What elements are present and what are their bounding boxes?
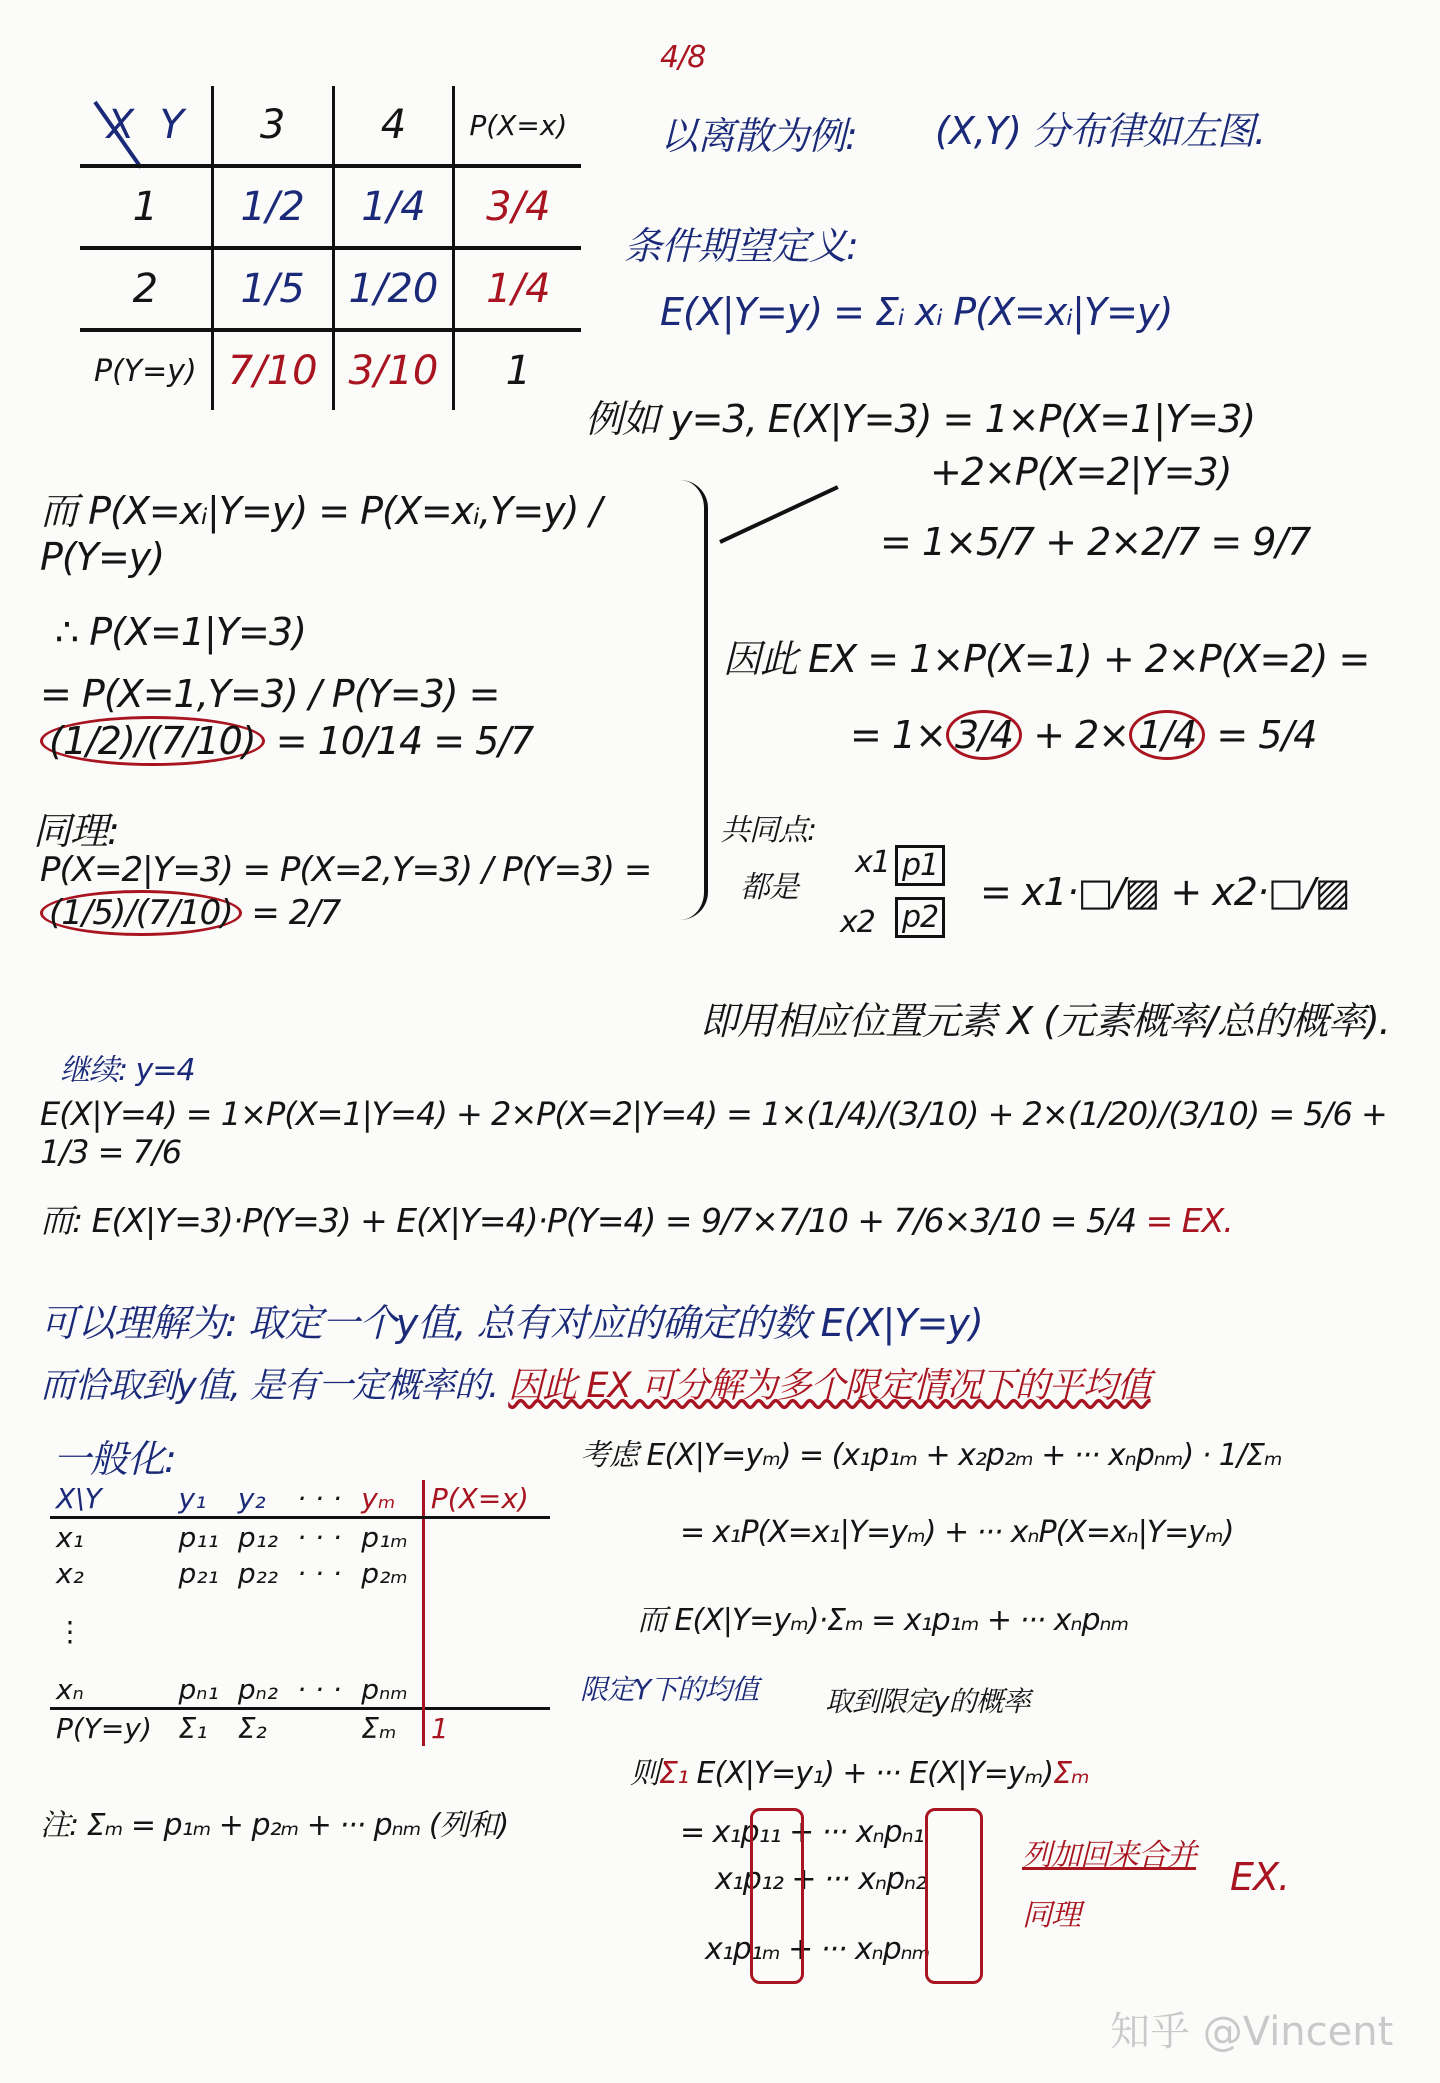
- total-equals-ex: = EX.: [1145, 1201, 1233, 1240]
- brace-divider: [680, 480, 708, 920]
- table-header-row: [80, 86, 581, 166]
- then-sigma1: Σ₁: [659, 1756, 688, 1791]
- table-row: [80, 330, 581, 410]
- calc1-c: = 10/14 = 5/7: [275, 719, 534, 763]
- ex2-b: 3/4: [946, 710, 1022, 760]
- ex2-d: 1/4: [1129, 710, 1205, 760]
- generalization-label: 一般化:: [53, 1437, 176, 1481]
- cell: 1/20: [333, 248, 454, 330]
- cell: Σ₂: [232, 1709, 291, 1747]
- watermark: 知乎 @Vincent: [1110, 2009, 1394, 2055]
- row-label: P(Y=y): [80, 330, 212, 410]
- ex2-a: = 1×: [850, 713, 946, 757]
- example-line-2: +2×P(X=2|Y=3): [930, 450, 1232, 494]
- cell: x₁: [56, 1520, 84, 1554]
- table-row: [50, 1518, 550, 1556]
- cell: 1: [423, 1709, 550, 1747]
- corner-y: Y: [159, 102, 184, 148]
- y4-calculation: E(X|Y=4) = 1×P(X=1|Y=4) + 2×P(X=2|Y=4) = 1×(1/4)/(3/10) + 2×(1/20)/(3/10) = 5/6 + 1/3 = 7/6: [40, 1095, 1387, 1171]
- cell: 3/10: [333, 330, 454, 410]
- common-body: 都是: [740, 870, 798, 905]
- sum-row: x₁p₁₂ + ··· xₙpₙ₂: [715, 1862, 926, 1897]
- header-cell: 3: [212, 86, 333, 166]
- table-row: [50, 1709, 550, 1747]
- table-header-row: [50, 1480, 550, 1518]
- row-label: 1: [80, 166, 212, 248]
- cell: p₁₁: [178, 1520, 219, 1554]
- header-cell: yₘ: [355, 1480, 423, 1518]
- cell: ⋮: [56, 1614, 84, 1648]
- joint-distribution-table: [80, 86, 581, 410]
- cell: Σ₁: [173, 1709, 232, 1747]
- similarly-label: 同理:: [33, 809, 119, 853]
- table-row: [50, 1555, 550, 1591]
- calc1-b: (1/2)/(7/10): [40, 716, 265, 766]
- cell: x₂: [56, 1556, 84, 1590]
- conditional-probability-formula: 而 P(X=xᵢ|Y=y) = P(X=xᵢ,Y=y) / P(Y=y): [40, 489, 602, 579]
- column-highlight-box: [750, 1808, 804, 1984]
- cell: pₙₘ: [361, 1672, 408, 1706]
- cell: p₁ₘ: [361, 1520, 408, 1554]
- arrow-line: [719, 485, 839, 544]
- table-row: [50, 1591, 550, 1671]
- cell: · · ·: [297, 1520, 342, 1554]
- cell: p₂ₘ: [361, 1556, 408, 1590]
- cell: Σₘ: [355, 1709, 423, 1747]
- ex-final: EX.: [1230, 1855, 1290, 1899]
- column-sum-note: 注: Σₘ = p₁ₘ + p₂ₘ + ··· pₙₘ (列和): [40, 1808, 509, 1843]
- header-cell: y₂: [232, 1480, 291, 1518]
- consider-b: · 1/Σₘ: [1201, 1438, 1282, 1473]
- calc1-a: = P(X=1,Y=3) / P(Y=3) =: [40, 672, 500, 716]
- header-cell: 4: [333, 86, 454, 166]
- cell: [423, 1671, 550, 1709]
- then-a: 则: [630, 1756, 659, 1791]
- header-cell: P(X=x): [423, 1480, 550, 1518]
- then-b: E(X|Y=y₁) + ··· E(X|Y=yₘ): [696, 1756, 1054, 1791]
- cell: xₙ: [56, 1672, 84, 1706]
- therefore-line: ∴ P(X=1|Y=3): [55, 610, 306, 654]
- and-line: 而 E(X|Y=yₘ)·Σₘ = x₁p₁ₘ + ··· xₙpₙₘ: [637, 1603, 1129, 1638]
- common-p1: p1: [895, 845, 945, 886]
- header-cell: P(X=x): [454, 86, 581, 166]
- top-note: 4/8: [660, 40, 706, 75]
- example-line-3: = 1×5/7 + 2×2/7 = 9/7: [880, 520, 1311, 564]
- consider-a: 考虑 E(X|Y=yₘ) = (x₁p₁ₘ + x₂p₂ₘ + ··· xₙpₙₘ): [580, 1438, 1194, 1473]
- prob-a: 而恰取到y值, 是有一定概率的.: [40, 1366, 499, 1406]
- understanding-line: 可以理解为: 取定一个y值, 总有对应的确定的数 E(X|Y=y): [40, 1301, 983, 1345]
- cell: p₂₁: [178, 1556, 219, 1590]
- cell: P(Y=y): [50, 1709, 173, 1747]
- ex2-c: + 2×: [1033, 713, 1130, 757]
- table-row: [80, 166, 581, 248]
- ex-line-1: 因此 EX = 1×P(X=1) + 2×P(X=2) =: [723, 637, 1370, 681]
- common-note: 即用相应位置元素 X (元素概率/总的概率).: [700, 999, 1390, 1043]
- label-probability: 取到限定y的概率: [825, 1685, 1030, 1718]
- cell: [423, 1555, 550, 1591]
- cell: p₁₂: [237, 1520, 279, 1554]
- consider-line: [580, 1430, 1420, 1474]
- consider-line-2: = x₁P(X=x₁|Y=yₘ) + ··· xₙP(X=xₙ|Y=yₘ): [680, 1515, 1234, 1550]
- calc1-lhs: [40, 672, 660, 766]
- common-x1: x1: [855, 845, 890, 880]
- cell: pₙ₂: [237, 1672, 278, 1706]
- header-cell: y₁: [173, 1480, 232, 1518]
- column-highlight-box: [925, 1808, 983, 1984]
- common-title: 共同点:: [720, 813, 817, 848]
- calc2-c: = 2/7: [251, 893, 341, 933]
- row-label: 2: [80, 248, 212, 330]
- table-row: [50, 1671, 550, 1709]
- then-line: [630, 1748, 1089, 1792]
- ex-line-2: [850, 710, 1316, 760]
- calc2-b: (1/5)/(7/10): [40, 890, 242, 936]
- header-cell: · · ·: [291, 1480, 355, 1518]
- prob-b: 因此 EX 可分解为多个限定情况下的平均值: [508, 1366, 1151, 1406]
- then-sigma-m: Σₘ: [1053, 1756, 1089, 1791]
- cell: · · ·: [297, 1556, 342, 1590]
- total-calc: 而: E(X|Y=3)·P(Y=3) + E(X|Y=4)·P(Y=4) = 9/7×7/10 + 7/6×3/10 = 5/4: [40, 1201, 1137, 1240]
- ex2-e: = 5/4: [1216, 713, 1317, 757]
- continue-label: 继续: y=4: [60, 1053, 195, 1088]
- intro-right-text: (X,Y) 分布律如左图.: [935, 109, 1266, 153]
- cell: [423, 1518, 550, 1556]
- label-conditional-mean: 限定Y下的均值: [580, 1673, 759, 1706]
- example-line-1: 例如 y=3, E(X|Y=3) = 1×P(X=1|Y=3): [585, 397, 1256, 441]
- sum-row: x₁p₁ₘ + ··· xₙpₙₘ: [705, 1932, 930, 1967]
- cell: 1/4: [454, 248, 581, 330]
- table-row: [80, 248, 581, 330]
- definition-formula: E(X|Y=y) = Σᵢ xᵢ P(X=xᵢ|Y=y): [660, 290, 1173, 334]
- same-note: 同理: [1022, 1898, 1080, 1933]
- cell: pₙ₁: [178, 1672, 219, 1706]
- calc2-a: P(X=2|Y=3) = P(X=2,Y=3) / P(Y=3) =: [40, 850, 652, 890]
- cell: 1: [454, 330, 581, 410]
- definition-title: 条件期望定义:: [624, 224, 858, 268]
- cell: 3/4: [454, 166, 581, 248]
- cell: 1/4: [333, 166, 454, 248]
- cell: 7/10: [212, 330, 333, 410]
- common-equation: = x1·□/▨ + x2·□/▨: [980, 870, 1350, 914]
- cell: 1/2: [212, 166, 333, 248]
- cell: 1/5: [212, 248, 333, 330]
- general-distribution-table: [50, 1480, 550, 1746]
- intro-text: 以离散为例:: [660, 114, 857, 158]
- common-x2: x2: [840, 905, 875, 940]
- cell: · · ·: [297, 1672, 342, 1706]
- sum-row: = x₁p₁₁ + ··· xₙpₙ₁: [680, 1815, 924, 1850]
- probability-line: [40, 1358, 1400, 1408]
- cell: p₂₂: [237, 1556, 279, 1590]
- total-line: [40, 1195, 1400, 1242]
- corner-cell: [80, 86, 212, 166]
- calc2: [40, 850, 660, 936]
- common-p2: p2: [895, 897, 945, 938]
- column-merge-note: 列加回来合并: [1022, 1838, 1196, 1873]
- header-cell: X\Y: [50, 1480, 173, 1518]
- corner-x: X: [106, 102, 135, 148]
